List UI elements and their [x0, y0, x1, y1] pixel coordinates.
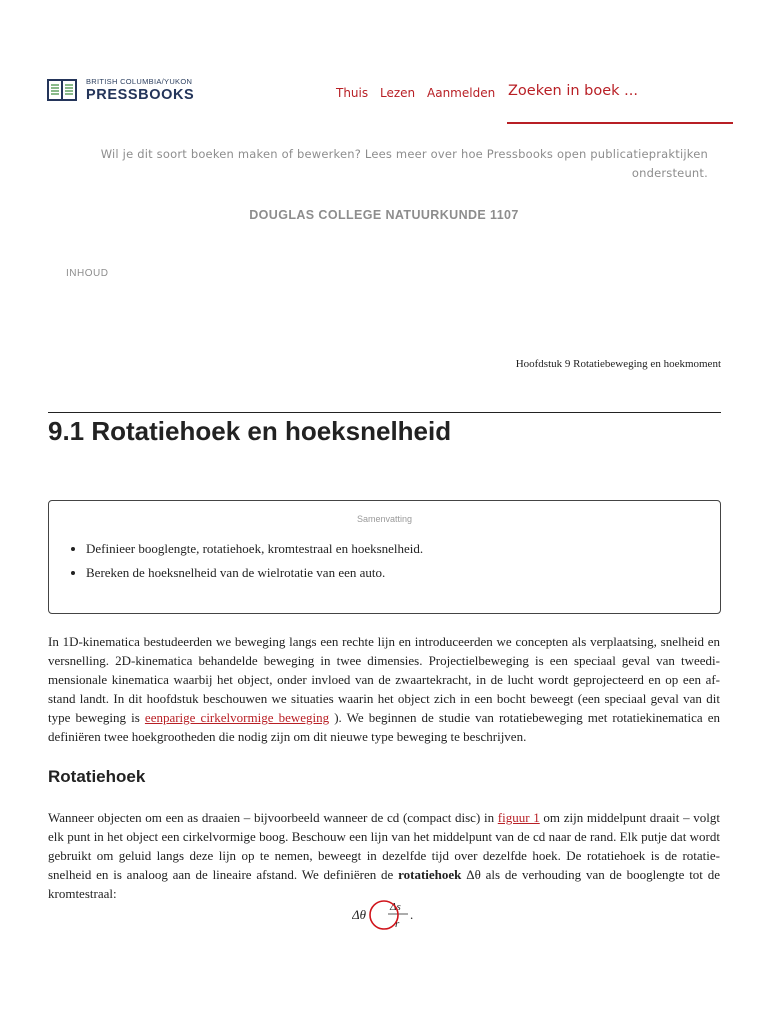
summary-box — [48, 500, 721, 614]
equation-period: . — [410, 907, 414, 922]
section-text-mid: om zijn middelpunt draait – volgt elk punt in het object een cirkelvormige boog. Beschouw een lijn van het middelpunt van de cd naar de rand. Elk putje dat wordt gebruikt om geluid langs deze lijn op te nemen, beweegt in dezelfde tijd over dezelfde hoek. De rotatiehoek is de rotatie-snelheid en is analoog aan de lineaire afstand. We definiëren de — [48, 810, 720, 882]
search-underline — [507, 122, 733, 124]
summary-item: • Bereken de hoeksnelheid van de wielrotatie van een auto. — [86, 565, 423, 581]
intro-text-end: ). We beginnen de studie van rotatiebeweging met rotatiekinematica en definiëren twee hoekgrootheden die nodig zijn om dit nieuwe type beweging te beschrijven. — [48, 710, 721, 744]
intro-text: In 1D-kinematica bestudeerden we beweging langs een rechte lijn en introduceerden we concepten als verplaatsing, snelheid en versnelling. 2D-kinematica behandelde beweging in twee dimensies. Projectielbeweging is een speciaal geval van tweedi-mensionale kinematica waarbij het object, onder invloed van de zwaartekracht, in de lucht wordt geprojecteerd en op een af-stand landt. In dit hoofdstuk beschouwen we situaties waarin het object zich in een bocht beweegt (een speciaal geval van dit type beweging is — [48, 634, 720, 725]
logo-text — [86, 78, 194, 102]
promo-text[interactable]: Wil je dit soort boeken maken of bewerken? Lees meer over hoe Pressbooks open publicatiepraktijken ondersteunt. — [100, 147, 708, 180]
nav-home-link[interactable]: Thuis — [336, 86, 369, 100]
figure-1-link[interactable]: figuur 1 — [497, 810, 540, 825]
logo-subtitle: BRITISH COLUMBIA/YUKON — [86, 77, 193, 86]
section-paragraph — [48, 808, 720, 903]
intro-paragraph — [48, 632, 720, 746]
open-book-icon — [47, 78, 77, 102]
book-title[interactable]: DOUGLAS COLLEGE NATUURKUNDE 1107 — [249, 208, 519, 222]
chapter-label: Hoofdstuk 9 Rotatiebeweging en hoekmoment — [515, 358, 721, 370]
toc-toggle[interactable]: INHOUD — [66, 268, 109, 279]
uniform-circular-motion-link[interactable]: eenparige cirkelvormige beweging — [144, 710, 330, 725]
page-title: 9.1 Rotatiehoek en hoeksnelheid — [48, 416, 452, 446]
section-text-end: Δθ als de verhouding van de booglengte tot de kromtestraal: — [48, 867, 720, 901]
logo-title: PRESSBOOKS — [86, 86, 195, 103]
equation-denominator: r — [395, 918, 400, 930]
highlight-circle — [370, 901, 398, 929]
equation-numerator: Δs — [390, 901, 401, 913]
title-divider — [48, 412, 721, 413]
summary-item: • Definieer booglengte, rotatiehoek, kromtestraal en hoeksnelheid. — [86, 541, 423, 557]
pressbooks-logo[interactable] — [47, 75, 207, 105]
section-text: Wanneer objecten om een as draaien – bijvoorbeeld wanneer de cd (compact disc) in — [48, 810, 498, 825]
nav-signin-link[interactable]: Aanmelden — [427, 86, 496, 100]
rotation-angle-equation — [352, 898, 422, 932]
nav-read-link[interactable]: Lezen — [380, 86, 416, 100]
summary-list — [67, 541, 423, 589]
summary-title: Samenvatting — [356, 514, 413, 524]
term-rotation-angle: rotatiehoek — [398, 867, 462, 882]
book-search-input[interactable]: Zoeken in boek ... — [508, 83, 638, 99]
section-heading: Rotatiehoek — [48, 767, 146, 786]
equation-lhs: Δθ — [352, 907, 367, 922]
